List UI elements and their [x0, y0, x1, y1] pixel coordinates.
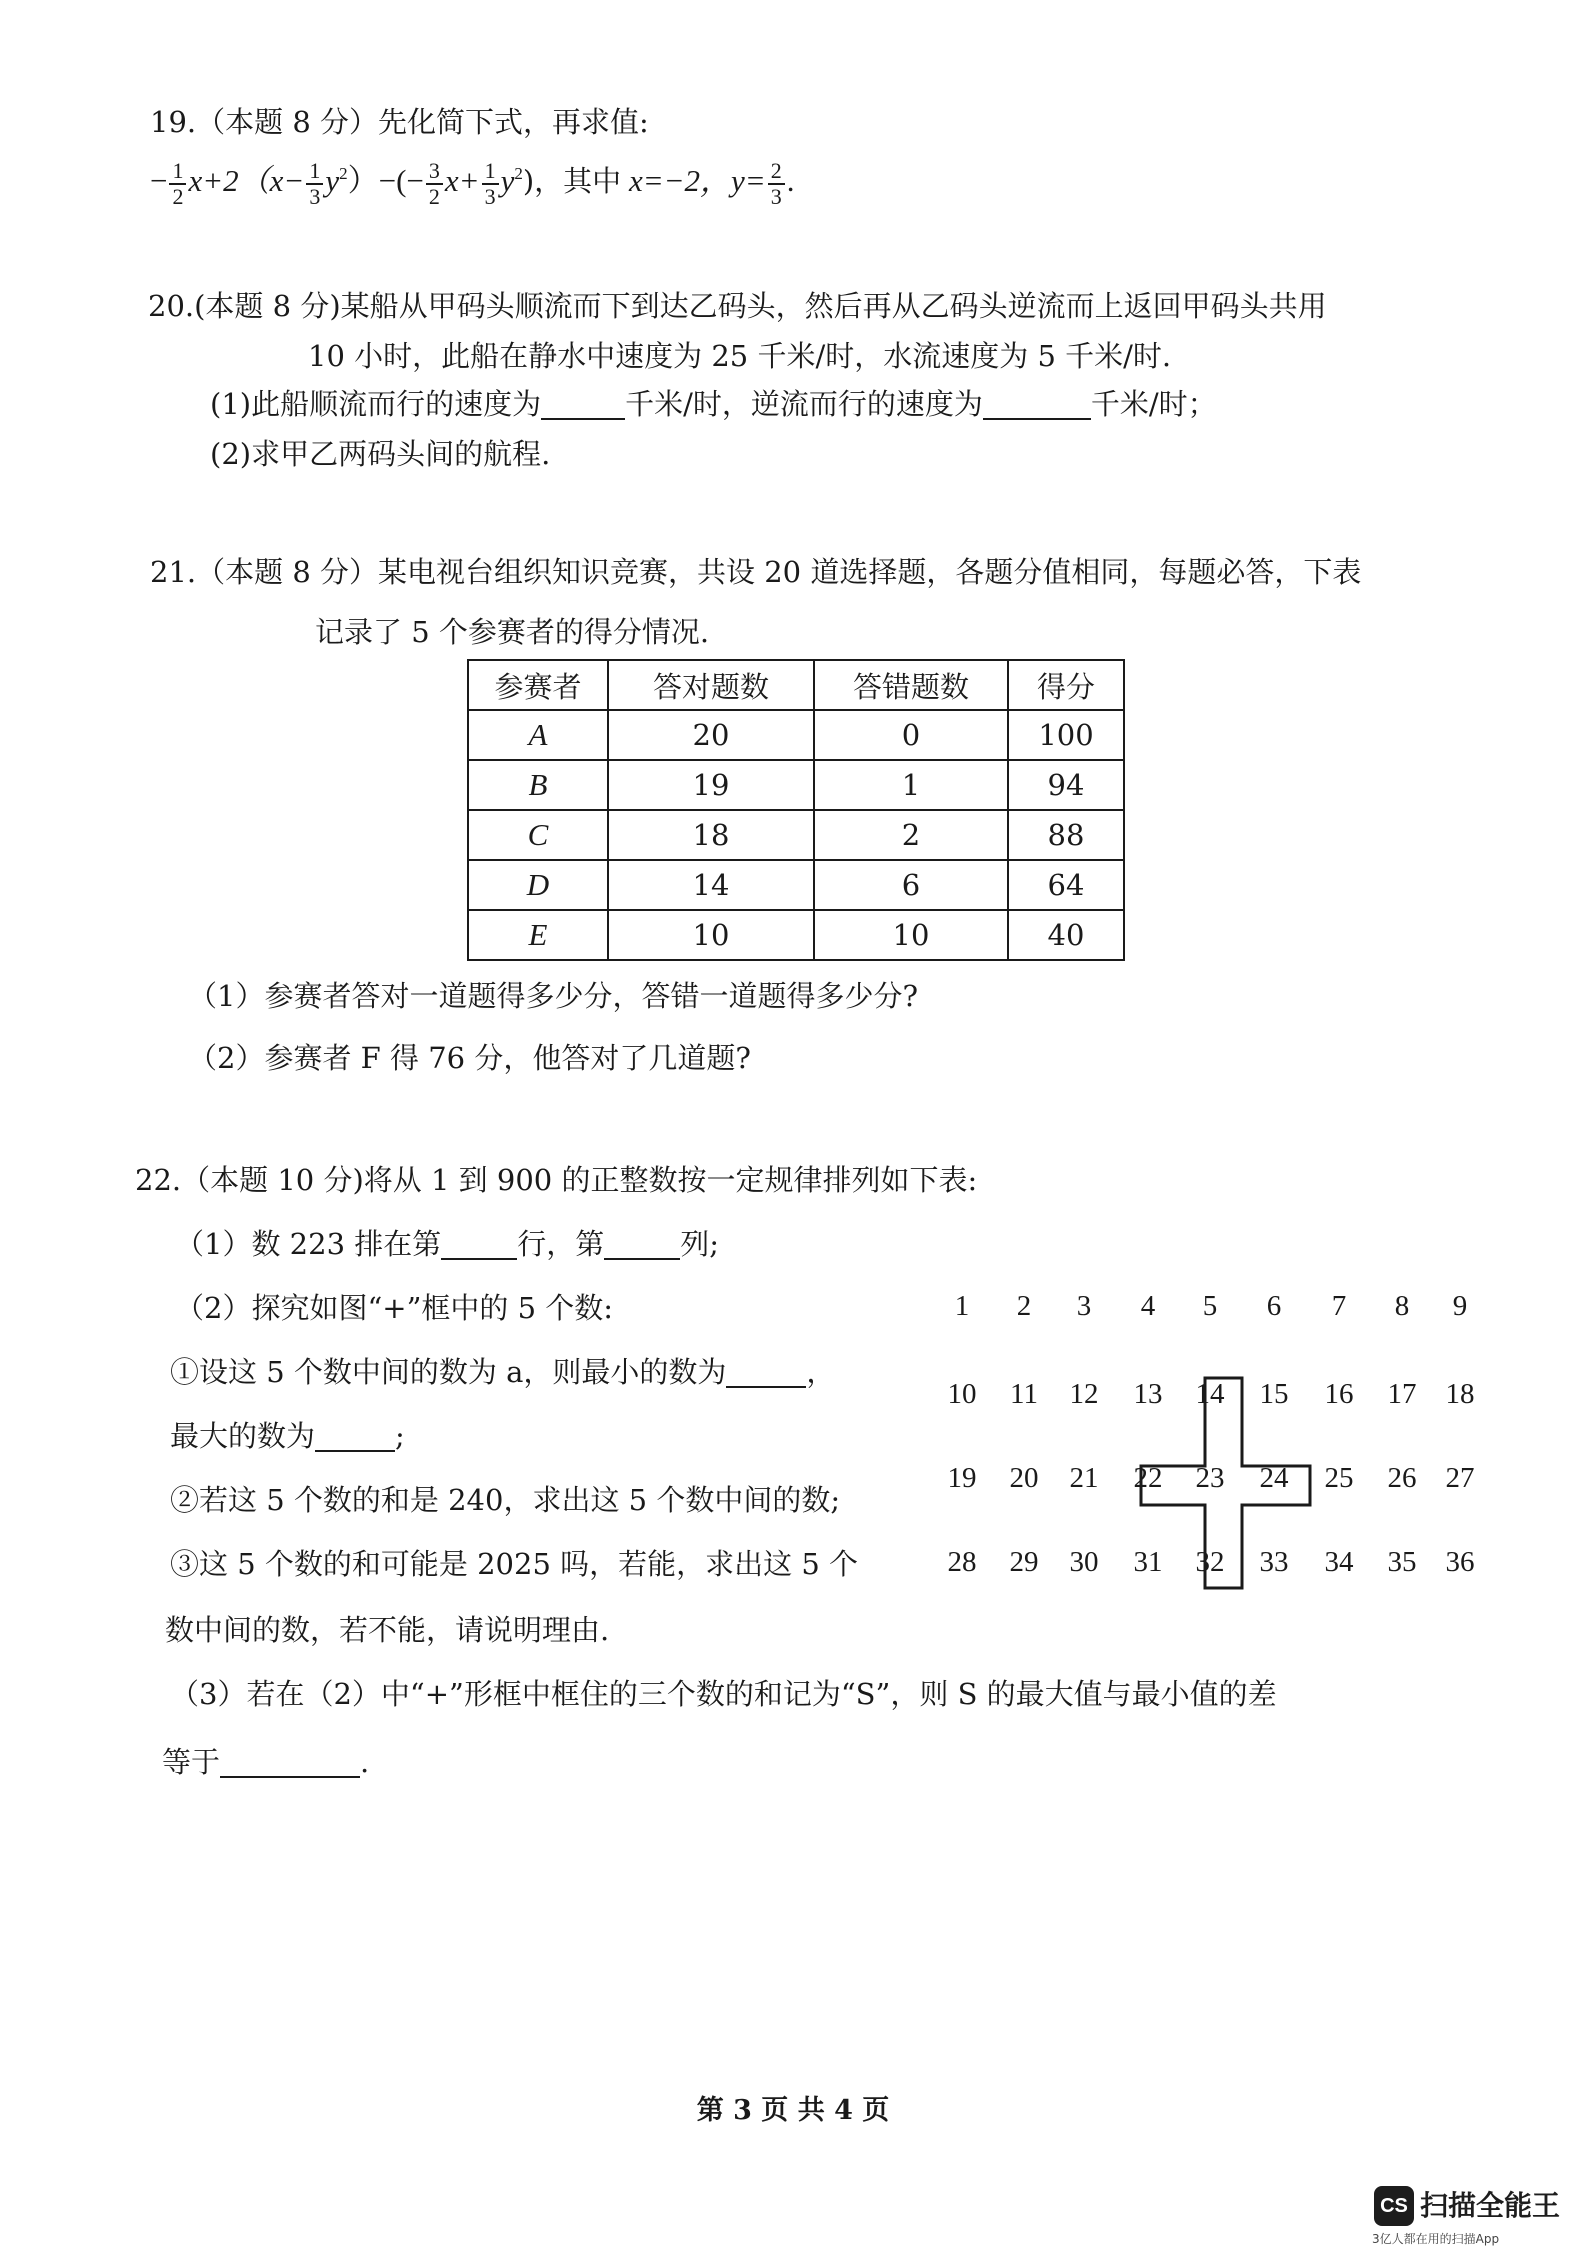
- q21-part2: （2）参赛者 F 得 76 分，他答对了几道题?: [188, 1041, 751, 1075]
- q22-part3: （3）若在（2）中“+”形框中框住的三个数的和记为“S”，则 S 的最大值与最小值的差: [170, 1677, 1277, 1711]
- table-header: 参赛者: [468, 660, 608, 710]
- q20-part1: (1)此船顺流而行的速度为 千米/时，逆流而行的速度为 千米/时；: [210, 387, 1217, 421]
- table-cell: 18: [608, 810, 814, 860]
- grid-number: 17: [1387, 1378, 1417, 1410]
- grid-number: 7: [1331, 1290, 1347, 1322]
- table-row: [468, 860, 1124, 910]
- grid-number: 34: [1324, 1546, 1354, 1578]
- table-cell: 14: [608, 860, 814, 910]
- table-row: [468, 710, 1124, 760]
- table-cell: 20: [608, 710, 814, 760]
- q22-title: 22.（本题 10 分)将从 1 到 900 的正整数按一定规律排列如下表:: [135, 1163, 978, 1197]
- table-cell: 94: [1008, 760, 1124, 810]
- table-cell: 19: [608, 760, 814, 810]
- q22-part3-cont: 等于 .: [162, 1745, 370, 1779]
- grid-number: 4: [1140, 1290, 1156, 1322]
- grid-number: 18: [1445, 1378, 1475, 1410]
- grid-number: 24: [1259, 1462, 1289, 1494]
- grid-number: 27: [1445, 1462, 1475, 1494]
- grid-number: 13: [1133, 1378, 1163, 1410]
- q20-part2: (2)求甲乙两码头间的航程.: [210, 437, 551, 471]
- answer-blank: [541, 388, 625, 420]
- grid-number: 26: [1387, 1462, 1417, 1494]
- answer-blank: [315, 1420, 395, 1452]
- grid-number: 33: [1259, 1546, 1289, 1578]
- q19-expression: − $\frac{1}{2}$ x+2（x− $\frac{1}{3}$ $y^2)-(-$ $\frac{3}{2}$ x+ $\frac{1}{3}$ $y^2$)，其中 x=−2，y= $\frac{2}{3}$ .: [150, 157, 795, 209]
- grid-number: 19: [947, 1462, 977, 1494]
- grid-number: 8: [1394, 1290, 1410, 1322]
- grid-number: 11: [1010, 1378, 1038, 1410]
- table-cell: 1: [814, 760, 1008, 810]
- table-cell: 0: [814, 710, 1008, 760]
- grid-number: 5: [1202, 1290, 1218, 1322]
- q22-part2-2: ②若这 5 个数的和是 240，求出这 5 个数中间的数;: [170, 1483, 841, 1517]
- answer-blank: [220, 1746, 360, 1778]
- grid-number: 30: [1069, 1546, 1099, 1578]
- scanner-slogan: 3亿人都在用的扫描App: [1372, 2232, 1500, 2246]
- fraction: $\frac{1}{2}$: [169, 159, 186, 209]
- grid-number: 36: [1445, 1546, 1475, 1578]
- grid-number: 1: [954, 1290, 970, 1322]
- table-cell: 10: [814, 910, 1008, 960]
- table-cell: 2: [814, 810, 1008, 860]
- grid-number: 23: [1195, 1462, 1225, 1494]
- grid-number: 35: [1387, 1546, 1417, 1578]
- q22-part1: （1）数 223 排在第 行，第 列;: [175, 1227, 720, 1261]
- grid-number: 9: [1452, 1290, 1468, 1322]
- q22-part2-1: ①设这 5 个数中间的数为 a，则最小的数为 ，: [170, 1355, 836, 1389]
- q21-line2: 记录了 5 个参赛者的得分情况.: [315, 615, 710, 649]
- grid-number: 21: [1069, 1462, 1099, 1494]
- answer-blank: [983, 388, 1091, 420]
- table-row: [468, 810, 1124, 860]
- table-cell: D: [468, 860, 608, 910]
- table-cell: 10: [608, 910, 814, 960]
- q20-title: 20.(本题 8 分)某船从甲码头顺流而下到达乙码头，然后再从乙码头逆流而上返回甲码头共用: [148, 289, 1327, 323]
- table-cell: 40: [1008, 910, 1124, 960]
- q22-part2: （2）探究如图“+”框中的 5 个数:: [175, 1291, 614, 1325]
- q22-part2-3: ③这 5 个数的和可能是 2025 吗，若能，求出这 5 个: [170, 1547, 859, 1581]
- table-cell: C: [468, 810, 608, 860]
- grid-number: 20: [1009, 1462, 1039, 1494]
- answer-blank: [604, 1228, 680, 1260]
- grid-number: 15: [1259, 1378, 1289, 1410]
- table-row: [468, 910, 1124, 960]
- table-header-row: [468, 660, 1124, 710]
- table-cell: 64: [1008, 860, 1124, 910]
- grid-number: 12: [1069, 1378, 1099, 1410]
- grid-number: 2: [1016, 1290, 1032, 1322]
- table-cell: 6: [814, 860, 1008, 910]
- score-table: [467, 659, 1125, 961]
- q19-title: 19.（本题 8 分）先化简下式，再求值:: [150, 105, 649, 139]
- grid-number: 14: [1195, 1378, 1225, 1410]
- grid-number: 28: [947, 1546, 977, 1578]
- q22-part2-1-max: 最大的数为 ;: [170, 1419, 405, 1453]
- table-cell: 88: [1008, 810, 1124, 860]
- grid-number: 3: [1076, 1290, 1092, 1322]
- page-number: 第 3 页 共 4 页: [696, 2095, 890, 2126]
- scanner-brand: 扫描全能王: [1420, 2189, 1561, 2222]
- table-cell: 100: [1008, 710, 1124, 760]
- grid-number: 32: [1195, 1546, 1225, 1578]
- grid-number: 16: [1324, 1378, 1354, 1410]
- q22-part2-3-cont: 数中间的数，若不能，请说明理由.: [165, 1613, 610, 1647]
- grid-number: 6: [1266, 1290, 1282, 1322]
- table-cell: E: [468, 910, 608, 960]
- table-header: 答对题数: [608, 660, 814, 710]
- fraction: $\frac{3}{2}$: [426, 159, 443, 209]
- camscanner-logo-icon: CS: [1374, 2186, 1414, 2226]
- table-cell: B: [468, 760, 608, 810]
- grid-number: 22: [1133, 1462, 1163, 1494]
- q21-title: 21.（本题 8 分）某电视台组织知识竞赛，共设 20 道选择题，各题分值相同，每题必答，下表: [150, 555, 1362, 589]
- grid-number: 31: [1133, 1546, 1163, 1578]
- q20-line2: 10 小时，此船在静水中速度为 25 千米/时，水流速度为 5 千米/时.: [308, 339, 1172, 373]
- grid-number: 25: [1324, 1462, 1354, 1494]
- fraction: $\frac{1}{3}$: [482, 159, 499, 209]
- grid-number: 29: [1009, 1546, 1039, 1578]
- fraction: $\frac{2}{3}$: [768, 159, 785, 209]
- q21-part1: （1）参赛者答对一道题得多少分，答错一道题得多少分?: [188, 979, 918, 1013]
- fraction: $\frac{1}{3}$: [306, 159, 323, 209]
- table-cell: A: [468, 710, 608, 760]
- table-row: [468, 760, 1124, 810]
- grid-number: 10: [947, 1378, 977, 1410]
- answer-blank: [441, 1228, 517, 1260]
- answer-blank: [726, 1356, 806, 1388]
- table-header: 得分: [1008, 660, 1124, 710]
- table-header: 答错题数: [814, 660, 1008, 710]
